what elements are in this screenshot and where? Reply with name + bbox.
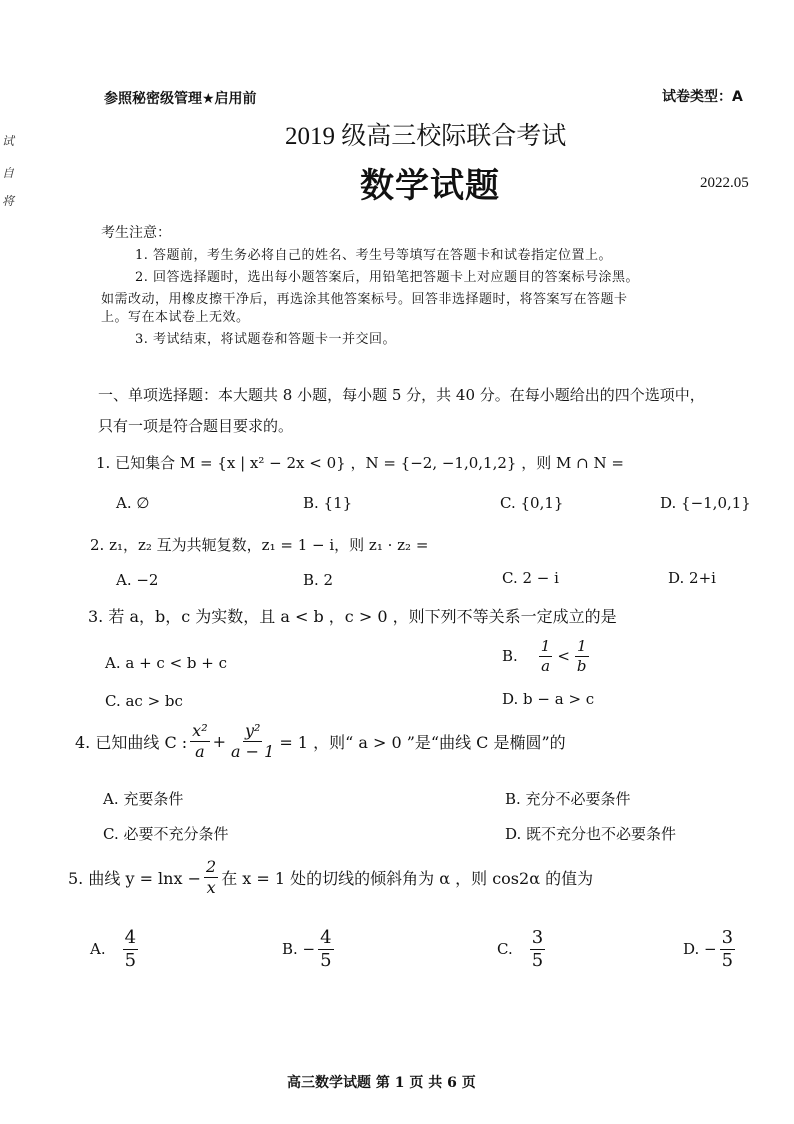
exam-date: 2022.05 [700, 175, 749, 191]
fraction [229, 722, 276, 760]
denominator: a [195, 741, 205, 761]
plus-sign: + [212, 731, 227, 751]
margin-mark: 将 [2, 194, 15, 208]
notice-line: 如需改动，用橡皮擦干净后，再选涂其他答案标号。回答非选择题时，将答案写在答题卡 [101, 292, 628, 307]
question-3-stem: 3. 若 a，b，c 为实数，且 a < b ，c > 0 ，则下列不等关系一定成立的是 [88, 607, 617, 626]
option-label: C. [497, 940, 513, 959]
notice-line: 3. 考试结束，将试题卷和答题卡一并交回。 [135, 332, 397, 347]
q2-option-a: A. −2 [116, 571, 159, 589]
exam-title: 2019 级高三校际联合考试 [285, 123, 567, 150]
question-4-stem [75, 722, 566, 760]
stem-text: 在 x = 1 处的切线的倾斜角为 α ，则 cos2α 的值为 [221, 868, 594, 888]
page-footer: 高三数学试题 第 1 页 共 6 页 [287, 1075, 476, 1091]
denominator: 5 [721, 949, 734, 971]
numerator: 3 [721, 927, 734, 948]
q4-option-c: C. 必要不充分条件 [103, 825, 229, 843]
section-heading-cont: 只有一项是符合题目要求的。 [98, 417, 294, 435]
numerator: 1 [540, 637, 551, 655]
question-5-stem [68, 858, 593, 896]
fraction [575, 638, 589, 674]
subject-title: 数学试题 [360, 166, 500, 206]
q2-option-d: D. 2+i [668, 569, 716, 587]
less-than-sign: < [557, 647, 570, 665]
q3-option-a: A. a + c < b + c [105, 654, 228, 672]
denominator: 5 [531, 949, 544, 971]
q4-option-d: D. 既不充分也不必要条件 [505, 825, 677, 843]
numerator: 4 [320, 927, 332, 948]
section-heading: 一、单项选择题：本大题共 8 小题，每小题 5 分，共 40 分。在每小题给出的四个选项中， [98, 386, 705, 404]
stem-text: 4. 已知曲线 C : [75, 732, 188, 752]
fraction [530, 928, 545, 971]
numerator: 1 [576, 637, 587, 655]
notice-line: 1. 答题前，考生务必将自己的姓名、考生号等填写在答题卡和试卷指定位置上。 [135, 248, 613, 263]
q3-option-d: D. b − a > c [502, 690, 595, 708]
numerator: 4 [124, 927, 137, 948]
margin-mark: 试 [2, 134, 15, 148]
q2-option-b: B. 2 [303, 571, 334, 589]
q3-option-b [502, 638, 592, 674]
numerator: y² [244, 721, 261, 740]
q4-option-a: A. 充要条件 [103, 790, 184, 808]
q3-option-c: C. ac > bc [105, 692, 183, 710]
option-label: B. − [282, 940, 316, 959]
stem-text: 5. 曲线 y = lnx − [68, 868, 201, 888]
fraction [190, 722, 209, 760]
q4-option-b: B. 充分不必要条件 [505, 790, 631, 808]
numerator: 3 [531, 927, 544, 948]
denominator: b [576, 656, 587, 675]
question-2-stem: 2. z₁，z₂ 互为共轭复数，z₁ = 1 − i，则 z₁ · z₂ = [90, 536, 429, 554]
fraction [720, 928, 735, 971]
option-label: B. [502, 647, 518, 665]
denominator: x [206, 877, 216, 897]
paper-type-label: 试卷类型：A [662, 89, 743, 105]
q5-option-a [90, 928, 141, 971]
q5-option-d [683, 928, 738, 971]
denominator: 5 [320, 949, 332, 971]
q2-option-c: C. 2 − i [502, 569, 559, 587]
notice-heading: 考生注意： [101, 225, 171, 241]
q5-option-b [282, 928, 337, 971]
denominator: a − 1 [231, 741, 275, 761]
fraction [318, 928, 333, 971]
fraction [539, 638, 553, 674]
option-label: D. − [683, 940, 717, 959]
q5-option-c [497, 928, 548, 971]
confidentiality-label: 参照秘密级管理★启用前 [104, 91, 257, 107]
fraction [204, 858, 218, 896]
notice-line: 2. 回答选择题时，选出每小题答案后，用铅笔把答题卡上对应题目的答案标号涂黑。 [135, 270, 640, 285]
question-1-stem: 1. 已知集合 M = {x | x² − 2x < 0} ，N = {−2, −1,0,1,2} ，则 M ∩ N = [96, 454, 624, 472]
margin-mark: 自 [2, 166, 15, 180]
denominator: a [541, 656, 551, 675]
q1-option-a: A. ∅ [116, 494, 150, 512]
q1-option-d: D. {−1,0,1} [660, 494, 751, 512]
denominator: 5 [124, 949, 137, 971]
q1-option-c: C. {0,1} [500, 494, 564, 512]
notice-line: 上。写在本试卷上无效。 [101, 310, 250, 325]
numerator: x² [192, 721, 208, 740]
q1-option-b: B. {1} [303, 494, 353, 512]
numerator: 2 [206, 857, 217, 876]
stem-text: = 1 ，则“ a > 0 ”是“曲线 C 是椭圆”的 [279, 732, 566, 752]
fraction [123, 928, 138, 971]
option-label: A. [90, 940, 106, 959]
